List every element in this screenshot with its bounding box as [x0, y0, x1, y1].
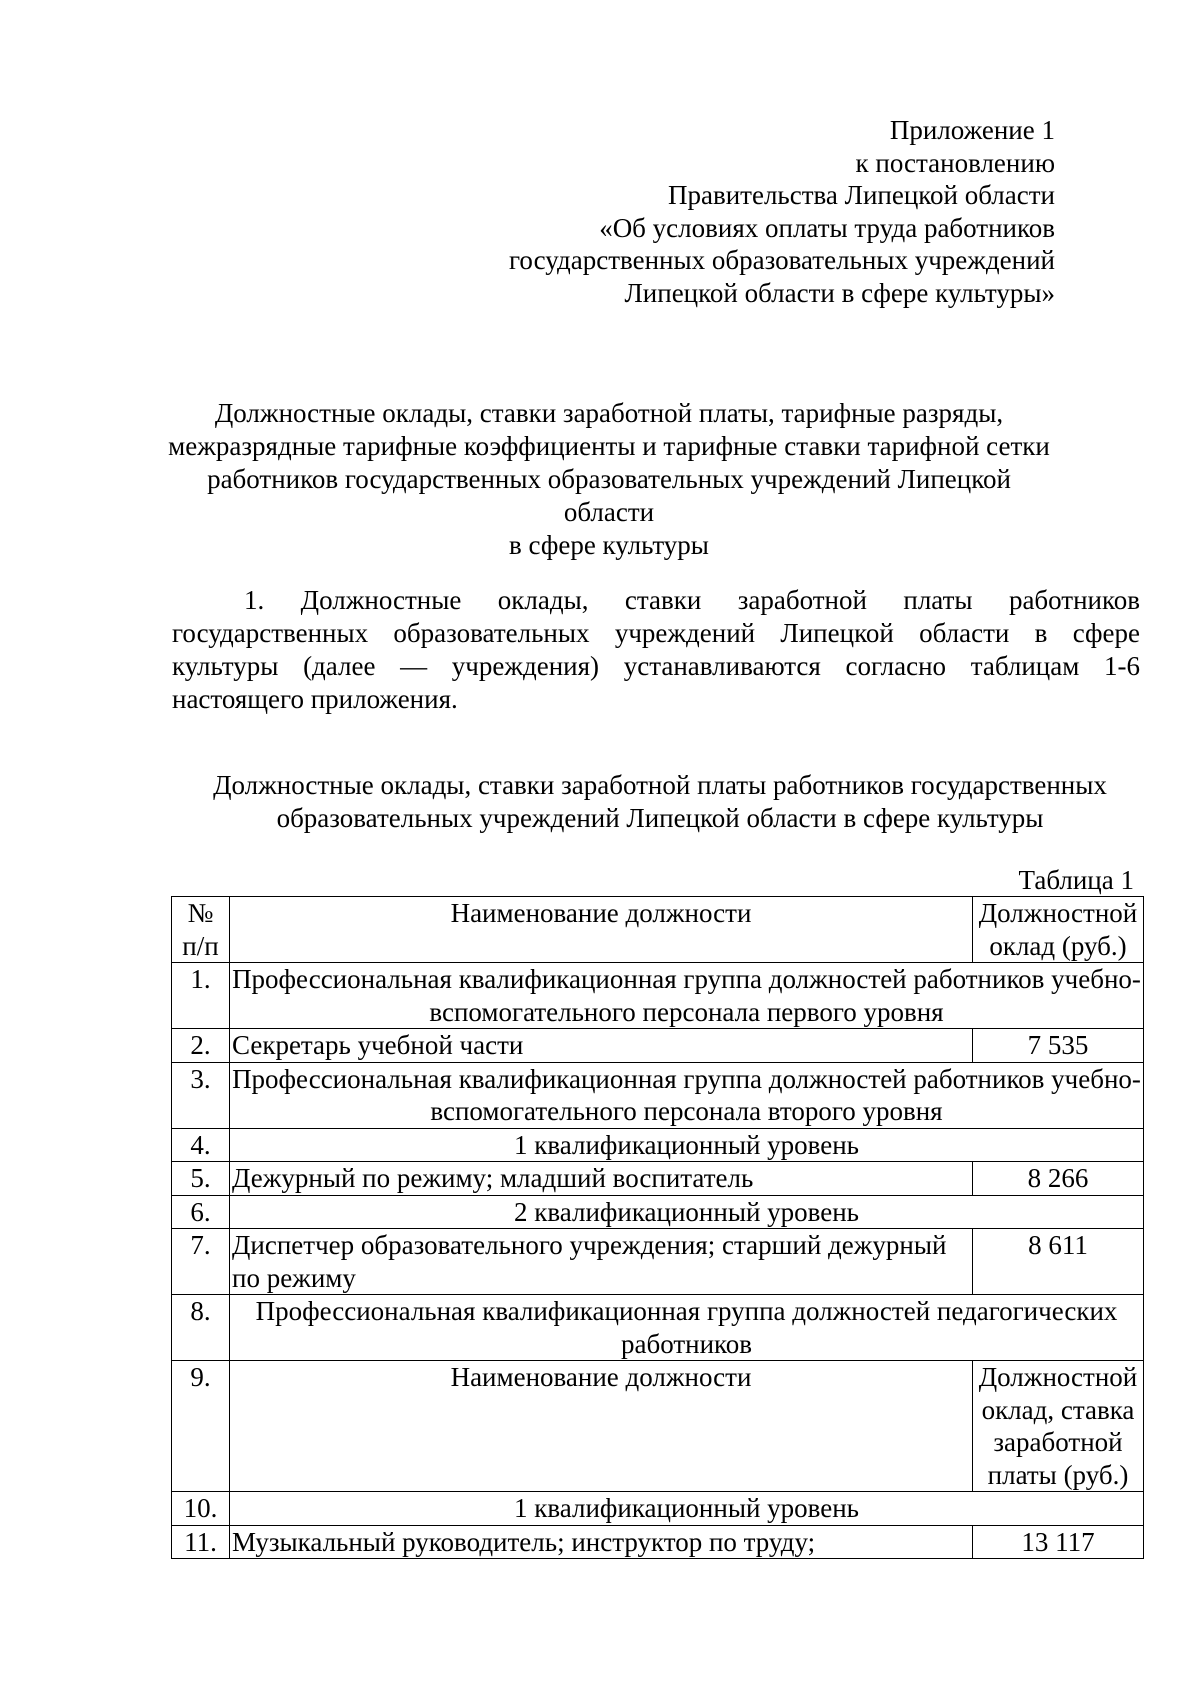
- caption-line: образовательных учреждений Липецкой области в сфере культуры: [276, 803, 1044, 833]
- table-row: [172, 963, 1144, 1029]
- table-row: [172, 1295, 1144, 1361]
- row-number-cell: 1.: [172, 963, 230, 1029]
- attachment-line: Приложение 1: [889, 115, 1055, 145]
- row-number-cell: 8.: [172, 1295, 230, 1361]
- salary-table: [171, 896, 1144, 1559]
- group-heading-cell: 1 квалификационный уровень: [230, 1492, 1144, 1526]
- row-number-cell: 2.: [172, 1029, 230, 1063]
- position-name-cell: Дежурный по режиму; младший воспитатель: [230, 1162, 973, 1196]
- row-number-cell: 5.: [172, 1162, 230, 1196]
- header-name-cell: Наименование должности: [230, 897, 973, 963]
- salary-table-body: [172, 897, 1144, 1559]
- title-line: межразрядные тарифные коэффициенты и тарифные ставки тарифной сетки: [168, 431, 1050, 461]
- position-name-cell: Диспетчер образовательного учреждения; старший дежурный по режиму: [230, 1229, 973, 1295]
- document-title: [160, 397, 1058, 562]
- table-row: [172, 1029, 1144, 1063]
- table-number-label: Таблица 1: [1018, 865, 1134, 895]
- salary-value-cell: 8 611: [973, 1229, 1144, 1295]
- row-number-cell: 9.: [172, 1361, 230, 1492]
- salary-value-cell: 7 535: [973, 1029, 1144, 1063]
- table-caption: [160, 769, 1160, 835]
- attachment-line: Правительства Липецкой области: [667, 180, 1055, 210]
- row-number-cell: 4.: [172, 1128, 230, 1162]
- attachment-line: к постановлению: [855, 147, 1055, 178]
- row-number-cell: 7.: [172, 1229, 230, 1295]
- subheader-value-cell: Должностной оклад, ставка заработной платы (руб.): [973, 1361, 1144, 1492]
- table-row: [172, 1128, 1144, 1162]
- position-name-cell: Секретарь учебной части: [230, 1029, 973, 1063]
- group-heading-cell: Профессиональная квалификационная группа должностей работников учебно-вспомогательного персонала первого уровня: [230, 963, 1144, 1029]
- table-header-row: [172, 897, 1144, 963]
- row-number-cell: 3.: [172, 1062, 230, 1128]
- table-row: [172, 1361, 1144, 1492]
- caption-line: Должностные оклады, ставки заработной платы работников государственных: [213, 770, 1107, 800]
- group-heading-cell: 2 квалификационный уровень: [230, 1195, 1144, 1229]
- paragraph-text: 1. Должностные оклады, ставки заработной платы работников государственных образовательных учреждений Липецкой области в сфере культуры (далее — учреждения) устанавливаются согласно таблицам 1-6 настоящего приложения.: [172, 585, 1140, 714]
- title-line: в сфере культуры: [509, 530, 709, 560]
- row-number-cell: 11.: [172, 1525, 230, 1559]
- title-line: работников государственных образовательных учреждений Липецкой области: [207, 464, 1011, 527]
- title-line: Должностные оклады, ставки заработной платы, тарифные разряды,: [214, 398, 1004, 428]
- attachment-line: Липецкой области в сфере культуры»: [624, 277, 1055, 308]
- subheader-name-cell: Наименование должности: [230, 1361, 973, 1492]
- attachment-line: государственных образовательных учреждений: [509, 245, 1055, 275]
- table-row: [172, 1525, 1144, 1559]
- table-row: [172, 1195, 1144, 1229]
- table-row: [172, 1162, 1144, 1196]
- table-row: [172, 1062, 1144, 1128]
- table-row: [172, 1229, 1144, 1295]
- group-heading-cell: 1 квалификационный уровень: [230, 1128, 1144, 1162]
- header-num-cell: № п/п: [172, 897, 230, 963]
- attachment-line: «Об условиях оплаты труда работников: [599, 212, 1055, 243]
- header-value-cell: Должностной оклад (руб.): [973, 897, 1144, 963]
- salary-value-cell: 13 117: [973, 1525, 1144, 1559]
- table-row: [172, 1492, 1144, 1526]
- salary-value-cell: 8 266: [973, 1162, 1144, 1196]
- group-heading-cell: Профессиональная квалификационная группа должностей педагогических работников: [230, 1295, 1144, 1361]
- attachment-block: [415, 114, 1055, 309]
- group-heading-cell: Профессиональная квалификационная группа должностей работников учебно-вспомогательного персонала второго уровня: [230, 1062, 1144, 1128]
- row-number-cell: 6.: [172, 1195, 230, 1229]
- row-number-cell: 10.: [172, 1492, 230, 1526]
- position-name-cell: Музыкальный руководитель; инструктор по труду;: [230, 1525, 973, 1559]
- paragraph-1: [172, 584, 1140, 716]
